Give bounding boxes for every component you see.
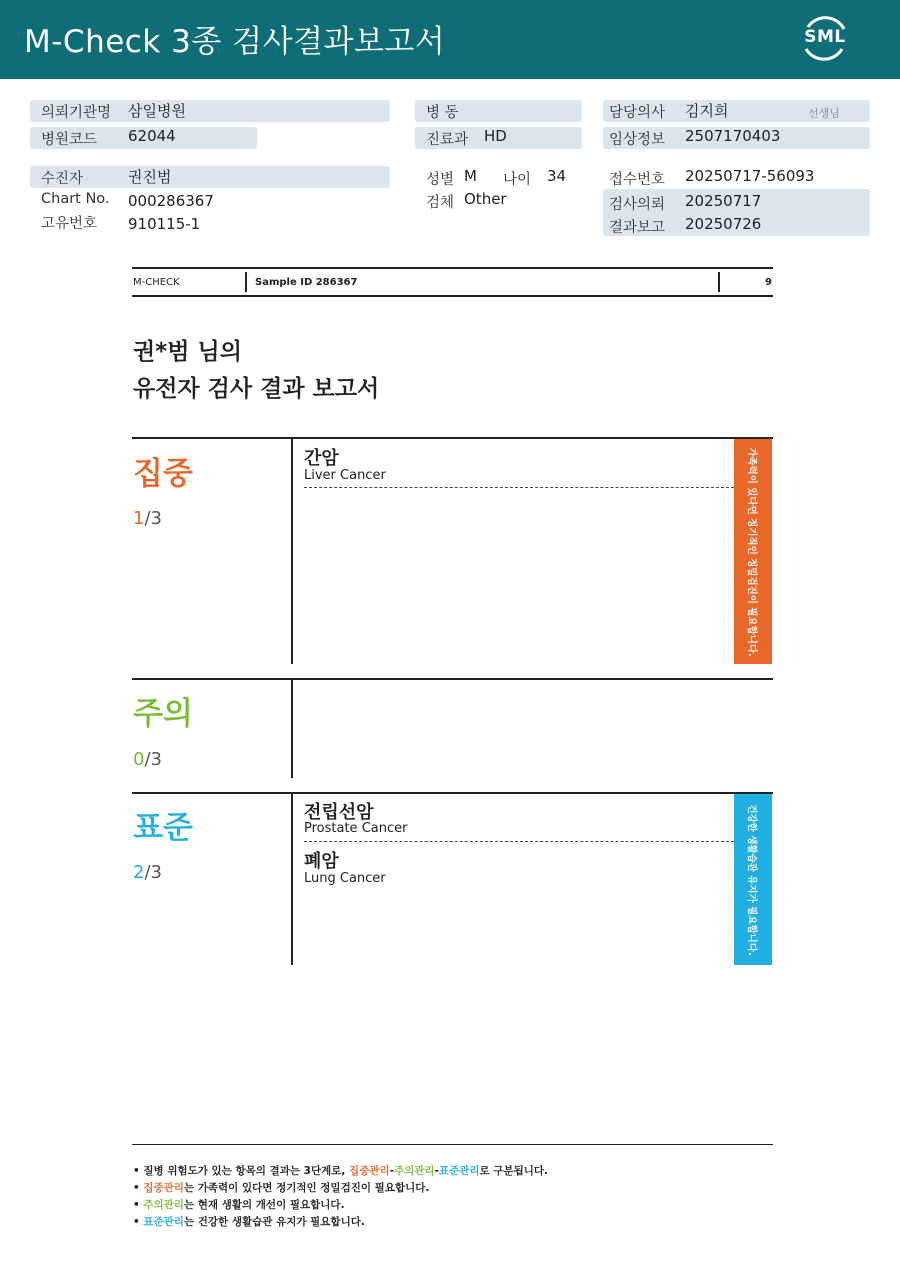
strip-top-line [132, 267, 773, 269]
count-number: 0 [133, 749, 145, 770]
note-sep: - [389, 1165, 394, 1177]
focus-advice-text: 가족력이 있다면 정기적인 정밀검진이 필요합니다. [746, 446, 757, 657]
page-number: 9 [765, 277, 772, 288]
section-divider [132, 678, 773, 680]
strip-bottom-line [132, 295, 773, 297]
disease-name-en: Prostate Cancer [304, 821, 408, 836]
chart-no-label: Chart No. [41, 191, 110, 207]
result-value: 20250726 [685, 215, 762, 233]
recipient-value: 권진범 [128, 168, 172, 186]
standard-advice-tag [734, 794, 772, 965]
standard-advice-text: 건강한 생활습관 유지가 필요합니다. [746, 803, 757, 956]
disease-dashed-divider [304, 841, 734, 842]
info-bar [30, 166, 390, 188]
disease-name-ko: 폐암 [304, 851, 339, 872]
report-title-line2: 유전자 검사 결과 보고서 [133, 376, 380, 402]
specimen-label: 검체 [426, 195, 455, 211]
count-total: /3 [144, 508, 162, 529]
count-number: 1 [133, 508, 145, 529]
note-text: 는 현재 생활의 개선이 필요합니다. [183, 1199, 345, 1211]
strip-divider [718, 272, 720, 292]
recipient-label: 수진자 [41, 171, 84, 187]
category-standard-name: 표준 [133, 810, 193, 846]
note-caution-key: 주의관리 [393, 1165, 435, 1177]
doctor-suffix: 선생님 [808, 107, 840, 120]
disease-name-ko: 전립선암 [304, 802, 374, 823]
note-line-1: • 질병 위험도가 있는 항목의 결과는 3단계로, 집중관리-주의관리-표준관리로 구분됩니다. [133, 1165, 549, 1177]
note-text: 는 가족력이 있다면 정기적인 정밀검진이 필요합니다. [183, 1182, 430, 1194]
count-total: /3 [144, 862, 162, 883]
section-vertical-divider [291, 794, 293, 965]
age-label: 나이 [503, 172, 532, 188]
ward-label: 병 동 [426, 105, 459, 121]
sex-value: M [464, 167, 477, 185]
note-sep: - [434, 1165, 439, 1177]
clinical-label: 임상정보 [609, 132, 666, 148]
hospital-code-value: 62044 [128, 127, 176, 145]
report-title-main: M-Check 3종 검사결과보고서 [24, 24, 446, 60]
report-title-line1: 권*범 님의 [133, 339, 242, 365]
dept-label: 진료과 [426, 132, 469, 148]
strip-divider [245, 272, 247, 292]
age-value: 34 [547, 167, 567, 185]
request-label: 검사의뢰 [609, 197, 666, 213]
sex-label: 성별 [426, 172, 455, 188]
unique-id-label: 고유번호 [41, 216, 98, 232]
institution-value: 삼일병원 [128, 102, 186, 120]
disease-name-en: Liver Cancer [304, 468, 386, 483]
result-label: 결과보고 [609, 220, 666, 236]
sml-logo [800, 13, 850, 63]
category-caution-name: 주의 [133, 696, 193, 732]
note-standard-key: 표준관리 [438, 1165, 480, 1177]
hospital-code-label: 병원코드 [41, 132, 98, 148]
receipt-label: 접수번호 [609, 172, 666, 188]
receipt-value: 20250717-56093 [685, 167, 815, 185]
section-vertical-divider [291, 439, 293, 664]
doctor-label: 담당의사 [609, 105, 666, 121]
category-focus-count [133, 508, 162, 529]
note-text: 는 건강한 생활습관 유지가 필요합니다. [183, 1216, 365, 1228]
chart-no-value: 000286367 [128, 192, 214, 210]
doctor-value: 김지희 [685, 102, 729, 120]
section-divider [132, 437, 773, 439]
note-line-3: • 주의관리는 현재 생활의 개선이 필요합니다. [133, 1199, 345, 1211]
dept-value: HD [484, 127, 507, 145]
logo-text: SML [804, 27, 846, 47]
category-caution-count [133, 749, 162, 770]
note-standard-key: 표준관리 [143, 1216, 184, 1228]
section-vertical-divider [291, 680, 293, 778]
note-caution-key: 주의관리 [143, 1199, 184, 1211]
disease-name-ko: 간암 [304, 448, 339, 469]
focus-advice-tag [734, 439, 772, 664]
section-divider [132, 792, 773, 794]
category-standard-count [133, 862, 162, 883]
disease-name-en: Lung Cancer [304, 871, 386, 886]
category-focus-name: 집중 [133, 456, 193, 492]
product-label: M-CHECK [133, 277, 180, 288]
footer-divider [132, 1144, 773, 1145]
disease-dashed-divider [304, 487, 734, 488]
count-total: /3 [144, 749, 162, 770]
note-focus-key: 집중관리 [143, 1182, 184, 1194]
clinical-value: 2507170403 [685, 127, 781, 145]
institution-label: 의뢰기관명 [41, 105, 112, 121]
note-text: 질병 위험도가 있는 항목의 결과는 3단계로, [143, 1165, 350, 1177]
request-value: 20250717 [685, 192, 762, 210]
note-focus-key: 집중관리 [349, 1165, 390, 1177]
note-text: 로 구분됩니다. [479, 1165, 549, 1177]
specimen-value: Other [464, 190, 507, 208]
note-line-4: • 표준관리는 건강한 생활습관 유지가 필요합니다. [133, 1216, 365, 1228]
sample-id: Sample ID 286367 [255, 277, 358, 288]
report-header-bar [0, 0, 900, 79]
note-line-2: • 집중관리는 가족력이 있다면 정기적인 정밀검진이 필요합니다. [133, 1182, 430, 1194]
unique-id-value: 910115-1 [128, 215, 201, 233]
count-number: 2 [133, 862, 145, 883]
